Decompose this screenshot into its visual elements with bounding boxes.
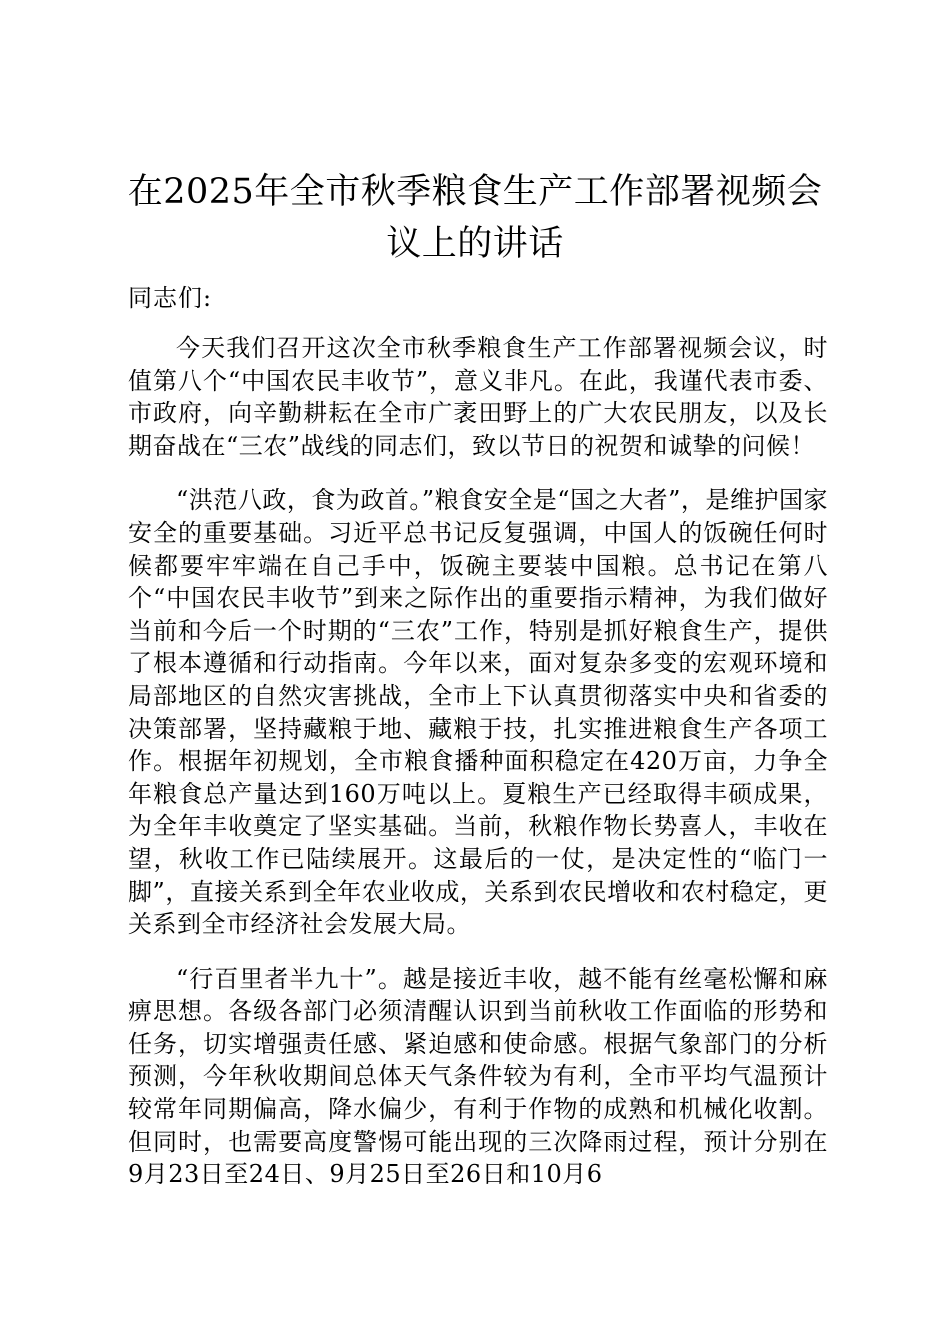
paragraph: “洪范八政，食为政首。”粮食安全是“国之大者”，是维护国家安全的重要基础。习近平总书记反复强调，中国人的饭碗任何时候都要牢牢端在自己手中，饭碗主要装中国粮。总书记在第八个“中国农民丰收节”到来之际作出的重要指示精神，为我们做好当前和今后一个时期的“三农”工作，特别是抓好粮食生产，提供了根本遵循和行动指南。今年以来，面对复杂多变的宏观环境和局部地区的自然灾害挑战，全市上下认真贯彻落实中央和省委的决策部署，坚持藏粮于地、藏粮于技，扎实推进粮食生产各项工作。根据年初规划，全市粮食播种面积稳定在420万亩，力争全年粮食总产量达到160万吨以上。夏粮生产已经取得丰硕成果，为全年丰收奠定了坚实基础。当前，秋粮作物长势喜人，丰收在望，秋收工作已陆续展开。这最后的一仗，是决定性的“临门一脚”，直接关系到全年农业收成，关系到农民增收和农村稳定，更关系到全市经济社会发展大局。: [128, 486, 828, 939]
paragraph: “行百里者半九十”。越是接近丰收，越不能有丝毫松懈和麻痹思想。各级各部门必须清醒认识到当前秋收工作面临的形势和任务，切实增强责任感、紧迫感和使命感。根据气象部门的分析预测，今年秋收期间总体天气条件较为有利，全市平均气温预计较常年同期偏高，降水偏少，有利于作物的成熟和机械化收割。但同时，也需要高度警惕可能出现的三次降雨过程，预计分别在9月23日至24日、9月25日至26日和10月6: [128, 964, 828, 1189]
body-text: [128, 332, 828, 1213]
paragraph: 今天我们召开这次全市秋季粮食生产工作部署视频会议，时值第八个“中国农民丰收节”，意义非凡。在此，我谨代表市委、市政府，向辛勤耕耘在全市广袤田野上的广大农民朋友，以及长期奋战在“三农”战线的同志们，致以节日的祝贺和诚挚的问候！: [128, 334, 828, 460]
page-title: 在2025年全市秋季粮食生产工作部署视频会议上的讲话: [127, 172, 823, 264]
salutation: 同志们:: [128, 284, 213, 312]
